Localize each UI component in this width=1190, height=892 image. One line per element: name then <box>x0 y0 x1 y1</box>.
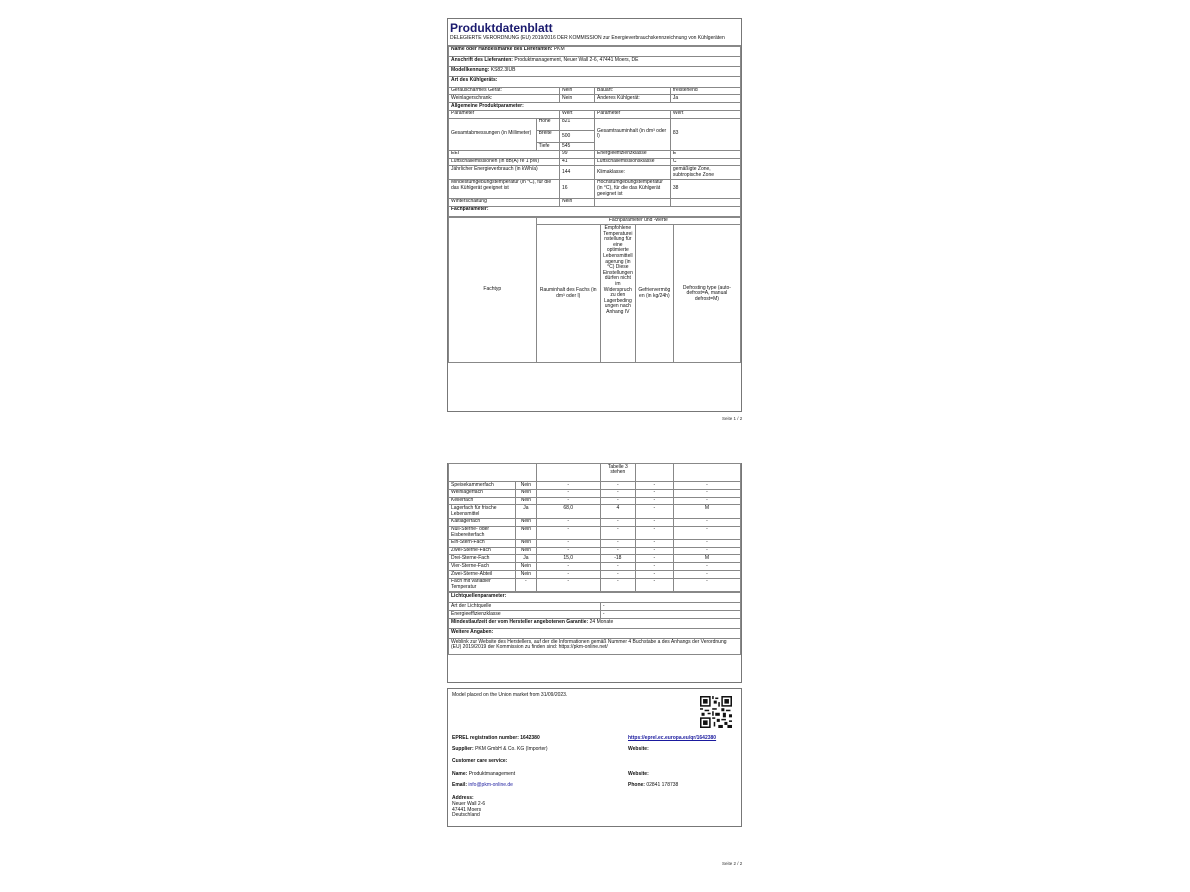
compartment-temp-cell: - <box>600 497 635 505</box>
compartment-defrost-cell: - <box>673 489 740 497</box>
dimensions-label: Gesamtabmessungen (in Millimeter) <box>449 118 537 150</box>
compartment-defrost-header: Defrosting type (auto-defrost=A, manual defrost=M) <box>673 225 740 363</box>
compartment-volume-header: Rauminhalt des Fachs (in dm³ oder l) <box>536 225 600 363</box>
compartment-freeze-cell: - <box>635 547 673 555</box>
supplier-address-row: Anschrift des Lieferanten: Produktmanagement, Neuer Wall 2-6, 47441 Moers, DE <box>449 56 741 66</box>
supplier-value: PKM GmbH & Co. KG (Importer) <box>475 746 548 752</box>
supplier-name-value: PKM <box>553 46 565 53</box>
compartment-defrost-cell: M <box>673 555 740 563</box>
compartment-name-cell: Zwei-Sterne-Abteil <box>449 571 516 579</box>
type-section-header: Art des Kühlgeräts: <box>449 77 741 87</box>
compartment-present-cell: Nein <box>516 518 536 526</box>
compartment-name-cell: Drei-Sterne-Fach <box>449 555 516 563</box>
compartment-temp-cell: -18 <box>600 555 635 563</box>
compartment-temp-cell: - <box>600 563 635 571</box>
address-block: Address: Neuer Wall 2-6 47441 Moers Deutschland <box>452 795 486 819</box>
compartment-freeze-cell: - <box>635 526 673 539</box>
compartment-name-cell: Ein-Stern-Fach <box>449 539 516 547</box>
param-row: EEI 99 Energieeffizienzklasse E <box>449 150 741 158</box>
qr-code-icon[interactable] <box>700 696 732 728</box>
page-number-1: Seite 1 / 2 <box>722 416 743 421</box>
compartment-name-cell: Lagerfach für frische Lebensmittel <box>449 505 516 518</box>
datasheet-page-2 <box>447 463 742 683</box>
compartment-vol-cell: 15,0 <box>536 555 600 563</box>
compartment-present-cell: Ja <box>516 555 536 563</box>
compartment-name-cell: Null-Sterne- oder Eisbereiterfach <box>449 526 516 539</box>
customer-care-header: Customer care service: <box>452 758 508 764</box>
compartment-present-cell: - <box>516 578 536 591</box>
light-table <box>448 592 741 655</box>
compartment-name-cell: Zwei-Sterne-Fach <box>449 547 516 555</box>
compartment-present-cell: Nein <box>516 547 536 555</box>
dimension-row: Breite 500 <box>449 130 741 142</box>
regulation-subtitle: DELEGIERTE VERORDNUNG (EU) 2019/2016 DER KOMMISSION zur Energieverbrauchskennzeichnung von Kühlgeräten <box>448 35 741 46</box>
compartment-defrost-cell: - <box>673 547 740 555</box>
general-info-table <box>448 46 741 217</box>
compartment-vol-cell: - <box>536 526 600 539</box>
compartment-section-header: Fachparameter: <box>449 206 741 216</box>
compartment-name-cell: Kellerfach <box>449 497 516 505</box>
compartment-group-header: Fachparameter und -werte <box>536 217 740 225</box>
compartment-vol-cell: - <box>536 482 600 490</box>
compartment-row <box>449 578 741 591</box>
care-name-value: Produktmanagement <box>468 771 516 777</box>
compartment-present-cell: Nein <box>516 482 536 490</box>
compartment-freeze-cell: - <box>635 482 673 490</box>
compartment-present-cell: Nein <box>516 563 536 571</box>
light-row: Art der Lichtquelle - <box>449 603 741 611</box>
model-row: Modellkennung: KS82.3IUB <box>449 67 741 77</box>
compartment-freeze-cell: - <box>635 571 673 579</box>
winter-row: Winterschaltung Nein <box>449 198 741 206</box>
light-section-header: Lichtquellenparameter: <box>449 593 741 603</box>
compartment-temp-cell: - <box>600 578 635 591</box>
warranty-value: 24 Monate <box>589 618 614 625</box>
compartment-temp-cell: - <box>600 526 635 539</box>
compartment-defrost-cell: - <box>673 526 740 539</box>
param-row: Mindestumgebungstemperatur (in °C), für die das Kühlgerät geeignet ist 16 Höchstumgebungstemperatur (in °C), für die das Kühlgerät geeignet ist 38 <box>449 179 741 198</box>
email-link[interactable]: info@pkm-online.de <box>468 782 513 788</box>
compartment-defrost-cell: - <box>673 497 740 505</box>
compartment-freeze-cell: - <box>635 497 673 505</box>
compartment-defrost-cell: - <box>673 571 740 579</box>
supplier-address-value: Produktmanagement, Neuer Wall 2-6, 47441 Moers, DE <box>514 56 639 63</box>
general-section-header: Allgemeine Produktparameter: <box>449 103 741 111</box>
compartment-vol-cell: 68,0 <box>536 505 600 518</box>
compartment-temp-cell: - <box>600 539 635 547</box>
compartment-vol-cell: - <box>536 489 600 497</box>
param-row: Jährlicher Energieverbrauch (in kWh/a) 144 Klimaklasse: gemäßigte Zone, subtropische Zone <box>449 166 741 179</box>
compartment-freeze-cell: - <box>635 539 673 547</box>
compartment-row <box>449 505 741 518</box>
type-row: Weinlagerschrank: Nein Anderes Kühlgerät: Ja <box>449 95 741 103</box>
param-header-row: Parameter Wert Parameter Wert <box>449 110 741 118</box>
compartment-freeze-cell: - <box>635 505 673 518</box>
volume-value: 83 <box>670 118 740 150</box>
compartment-defrost-cell: - <box>673 539 740 547</box>
compartment-vol-cell: - <box>536 547 600 555</box>
eprel-link[interactable]: https://eprel.ec.europa.eu/qr/1642380 <box>628 735 717 741</box>
compartment-header-table <box>448 217 741 364</box>
compartment-name-cell: Kaltlagerfach <box>449 518 516 526</box>
compartment-freeze-cell: - <box>635 489 673 497</box>
market-placement-text: Model placed on the Union market from 31/09/2023. <box>452 692 568 698</box>
dimension-row: Gesamtabmessungen (in Millimeter) Höhe 821 Gesamtrauminhalt (in dm³ oder l) 83 <box>449 118 741 130</box>
compartment-vol-cell: - <box>536 563 600 571</box>
compartment-temp-cell: - <box>600 547 635 555</box>
eprel-info-box: Model placed on the Union market from 31/09/2023. EPREL registration number: 1642380 https://eprel.ec.europa.eu/qr/1642380 Supplier: PKM GmbH & Co. KG (Importer) Website: Customer care service: Name: Produktmanagement Website: Email: info@pkm-online.de Phone: 02841 178738 Address: Neuer Wall 2-6 47441 Moers Deutschland <box>447 688 742 827</box>
compartment-row <box>449 518 741 526</box>
compartment-present-cell: Ja <box>516 505 536 518</box>
compartment-name-cell: Weinlagerfach <box>449 489 516 497</box>
light-row: Energieeffizienzklasse - <box>449 611 741 619</box>
compartment-temp-cell: - <box>600 489 635 497</box>
more-info-row: Weblink zur Website des Herstellers, auf der die Informationen gemäß Nummer 4 Buchstabe a des Anhangs der Verordnung (EU) 2019/2019 der Kommission zu finden sind: https://pkm-online.net/ <box>449 639 741 655</box>
compartment-present-cell: Nein <box>516 539 536 547</box>
compartment-temp-header: Empfohlene Temperatureinstellung für eine optimierte Lebensmittellagerung (in °C) Diese Einstellungen dürfen nicht im Widerspruch zu den Lagerbedingungen nach Anhang IV <box>600 225 635 363</box>
compartment-row <box>449 539 741 547</box>
compartment-vol-cell: - <box>536 578 600 591</box>
eprel-number: 1642380 <box>520 735 540 741</box>
compartment-defrost-cell: - <box>673 518 740 526</box>
dimension-row: Tiefe 545 <box>449 143 741 151</box>
compartment-row <box>449 497 741 505</box>
datasheet-page-1 <box>447 18 742 412</box>
compartment-present-cell: Nein <box>516 489 536 497</box>
compartment-cont-row: Tabelle 3 stehen <box>449 464 741 482</box>
page-title: Produktdatenblatt <box>450 21 553 35</box>
compartment-name-cell: Vier-Sterne-Fach <box>449 563 516 571</box>
compartment-freeze-cell: - <box>635 555 673 563</box>
compartment-row <box>449 489 741 497</box>
compartment-row <box>449 555 741 563</box>
compartment-defrost-cell: M <box>673 505 740 518</box>
compartment-defrost-cell: - <box>673 482 740 490</box>
compartment-defrost-cell: - <box>673 578 740 591</box>
compartment-freeze-cell: - <box>635 563 673 571</box>
page-number-2: Seite 2 / 2 <box>722 861 743 866</box>
compartment-temp-cell: - <box>600 482 635 490</box>
compartment-temp-cell: 4 <box>600 505 635 518</box>
website-label: Website: <box>628 746 649 752</box>
phone-value: 02841 178738 <box>646 782 679 788</box>
more-info-header: Weitere Angaben: <box>449 629 741 639</box>
compartment-row <box>449 526 741 539</box>
param-row: Luftschallemissionen (in dB(A) re 1 pW) 41 Luftschallemissionsklasse C <box>449 158 741 166</box>
compartment-row <box>449 563 741 571</box>
compartment-table <box>448 463 741 592</box>
compartment-vol-cell: - <box>536 571 600 579</box>
compartment-freeze-header: Gefriervermögen (in kg/24h) <box>635 225 673 363</box>
compartment-vol-cell: - <box>536 539 600 547</box>
compartment-name-cell: Fach mit variabler Temperatur <box>449 578 516 591</box>
compartment-temp-cell: - <box>600 518 635 526</box>
warranty-row: Mindestlaufzeit der vom Hersteller angebotenen Garantie: 24 Monate <box>449 618 741 628</box>
volume-label: Gesamtrauminhalt (in dm³ oder l) <box>594 118 670 150</box>
compartment-freeze-cell: - <box>635 578 673 591</box>
compartment-vol-cell: - <box>536 497 600 505</box>
compartment-present-cell: Nein <box>516 497 536 505</box>
compartment-row <box>449 482 741 490</box>
care-website-label: Website: <box>628 771 649 777</box>
compartment-defrost-cell: - <box>673 563 740 571</box>
supplier-name-row: Name oder Handelsmarke des Lieferanten: PKM <box>449 46 741 56</box>
compartment-vol-cell: - <box>536 518 600 526</box>
compartment-freeze-cell: - <box>635 518 673 526</box>
compartment-type-header: Fachtyp <box>449 217 537 363</box>
compartment-row <box>449 547 741 555</box>
compartment-row <box>449 571 741 579</box>
compartment-present-cell: Nein <box>516 571 536 579</box>
compartment-temp-cell: - <box>600 571 635 579</box>
compartment-present-cell: Nein <box>516 526 536 539</box>
model-value: KS82.3IUB <box>490 66 516 73</box>
manufacturer-link[interactable]: https://pkm-online.net/ <box>558 644 608 651</box>
compartment-name-cell: Speisekammerfach <box>449 482 516 490</box>
type-row: Geräuscharmes Gerät: Nein Bauart: freistehend <box>449 87 741 95</box>
